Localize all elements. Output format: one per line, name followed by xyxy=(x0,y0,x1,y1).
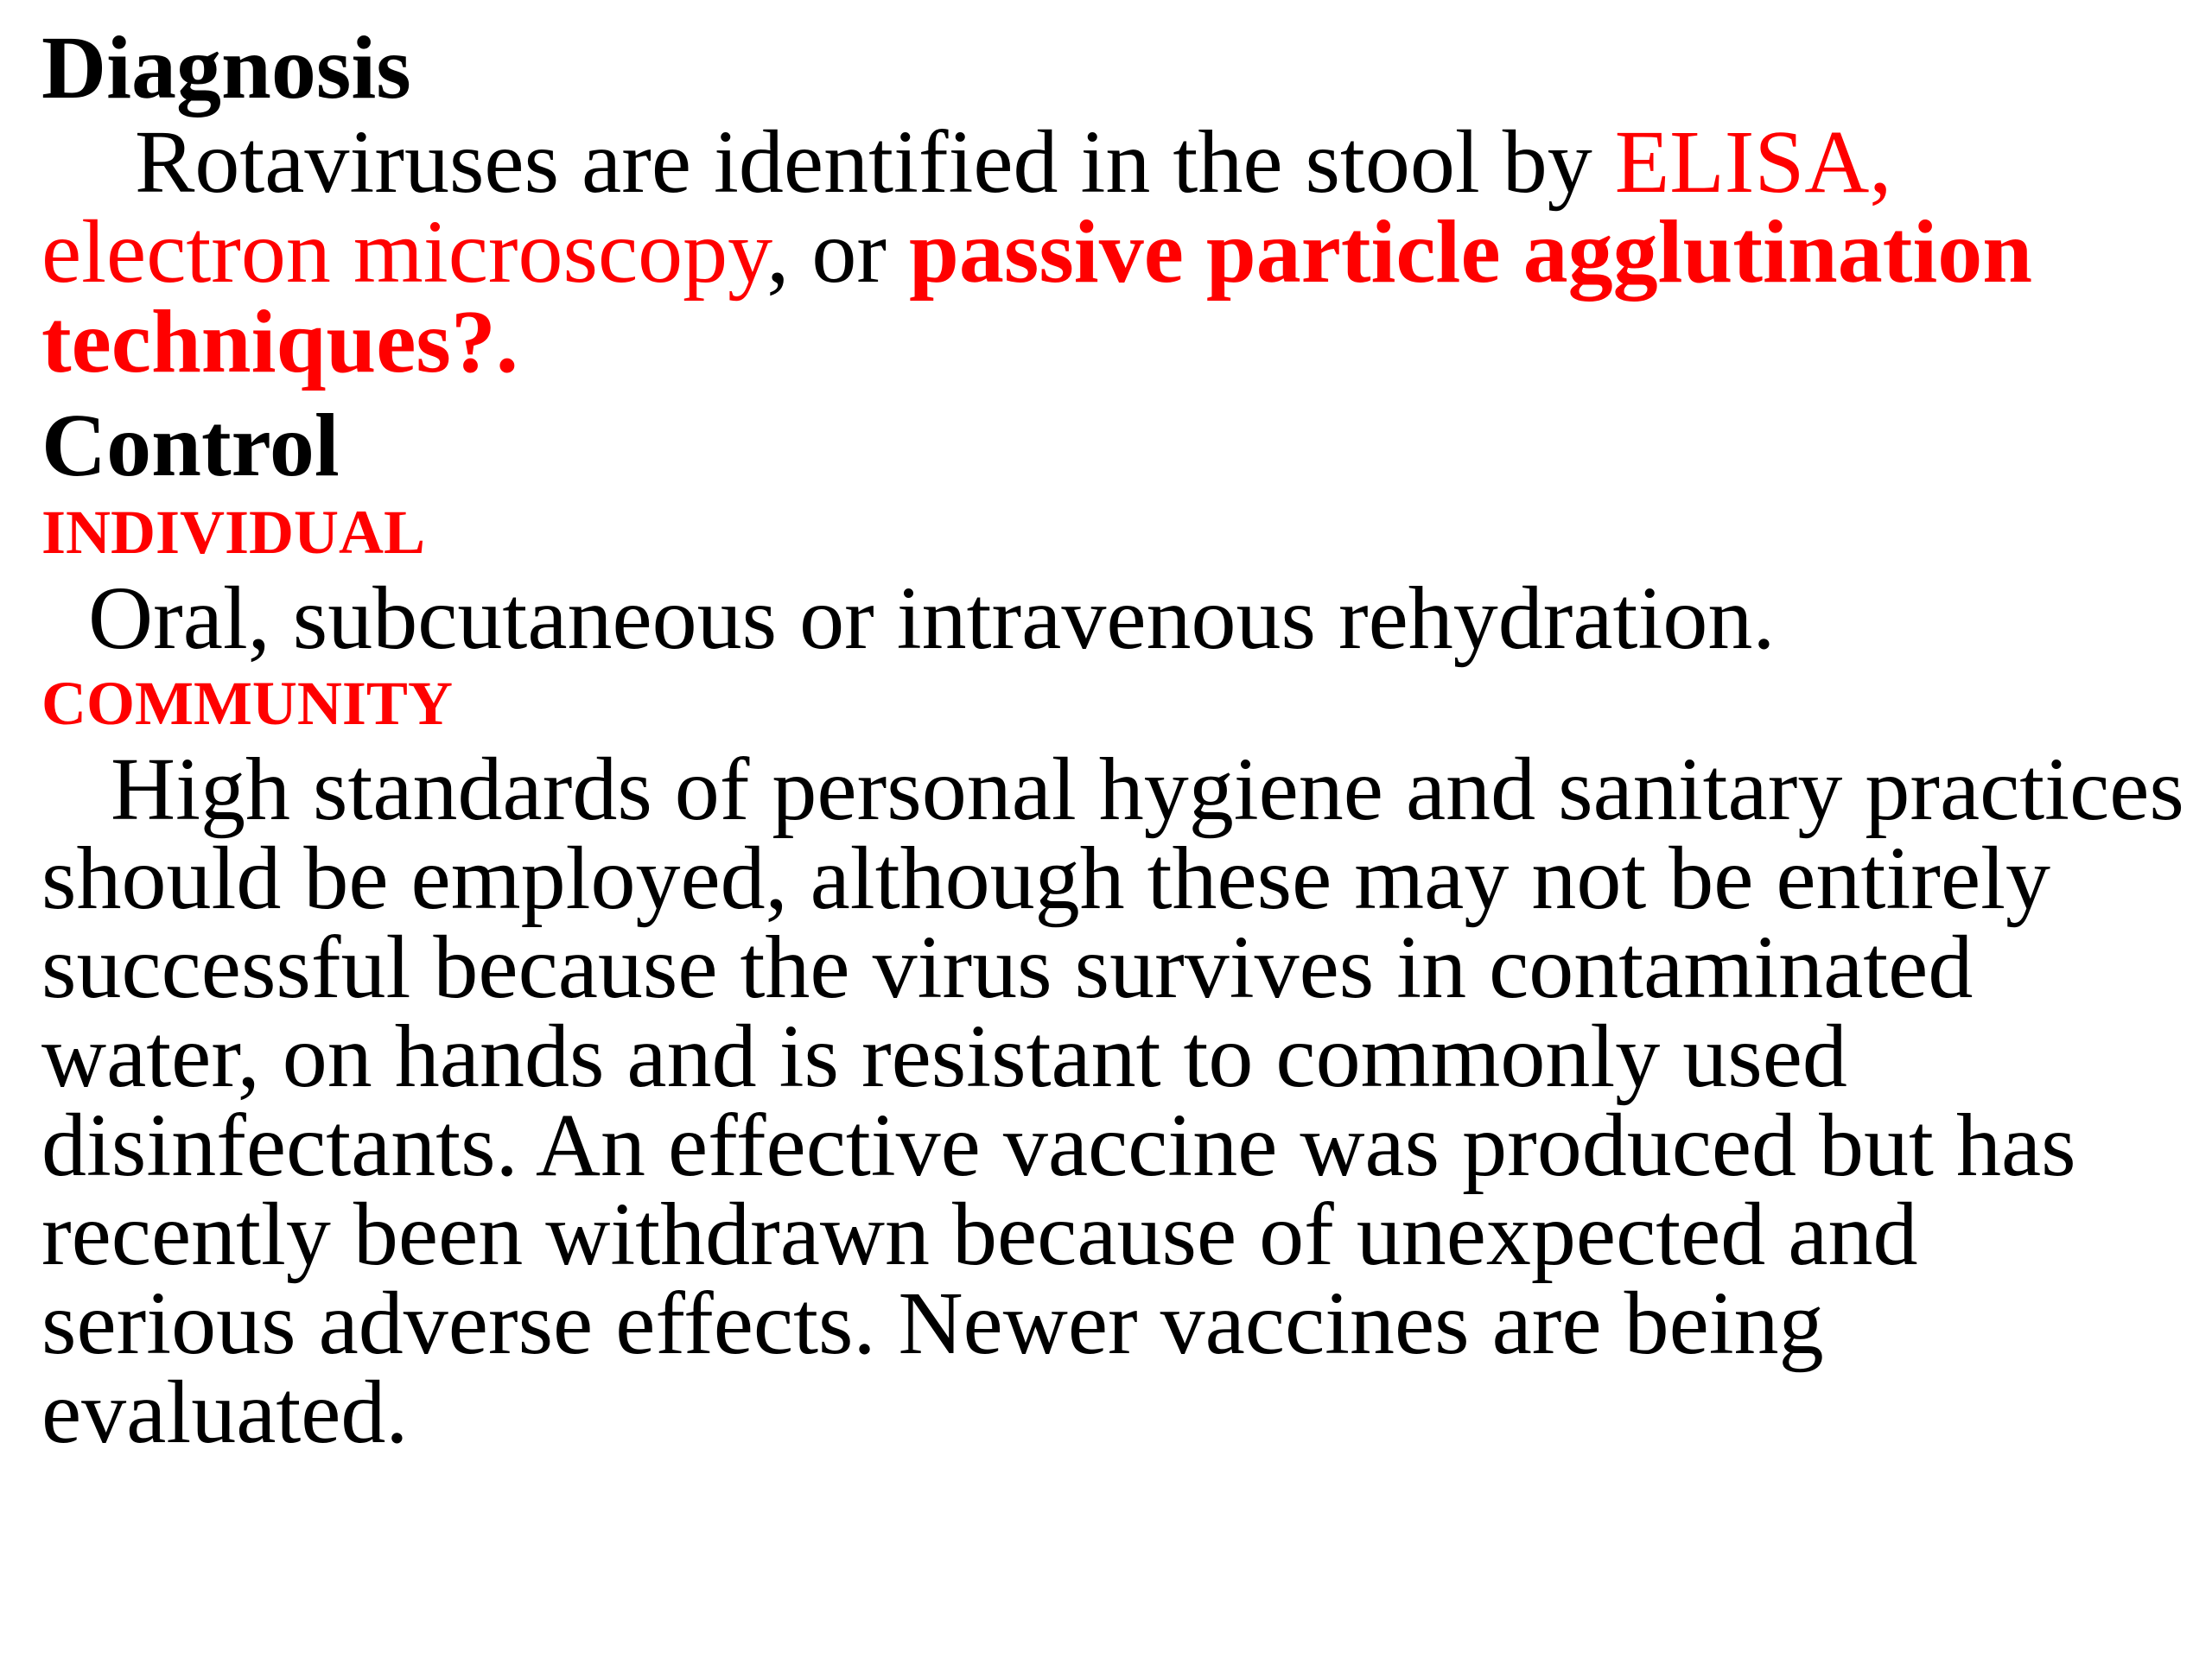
control-heading: Control xyxy=(41,396,340,495)
individual-paragraph: Oral, subcutaneous or intravenous rehydration. xyxy=(88,569,1776,668)
individual-subheading: INDIVIDUAL xyxy=(41,498,426,567)
elisa-term: ELISA, xyxy=(1614,112,1892,212)
diagnosis-heading: Diagnosis xyxy=(41,18,411,118)
electron-microscopy-term: electron microscopy xyxy=(41,202,767,302)
diagnosis-text-intro: Rotaviruses are identified in the stool by xyxy=(135,112,1615,212)
diagnosis-text-or: , or xyxy=(766,202,910,302)
diagnosis-paragraph xyxy=(41,112,2184,391)
community-subheading: COMMUNITY xyxy=(41,669,453,738)
passive-agglutination-term: passive particle agglutination techniques?. xyxy=(41,202,2033,391)
slide-content xyxy=(41,18,2184,1462)
community-paragraph: High standards of personal hygiene and sanitary practices should be employed, although these may not be entirely successful because the virus survives in contaminated water, on hands and is resistant to commonly used disinfectants. An effective vaccine was produced but has recently been withdrawn because of unexpected and serious adverse effects. Newer vaccines are being evaluated. xyxy=(41,740,2184,1462)
